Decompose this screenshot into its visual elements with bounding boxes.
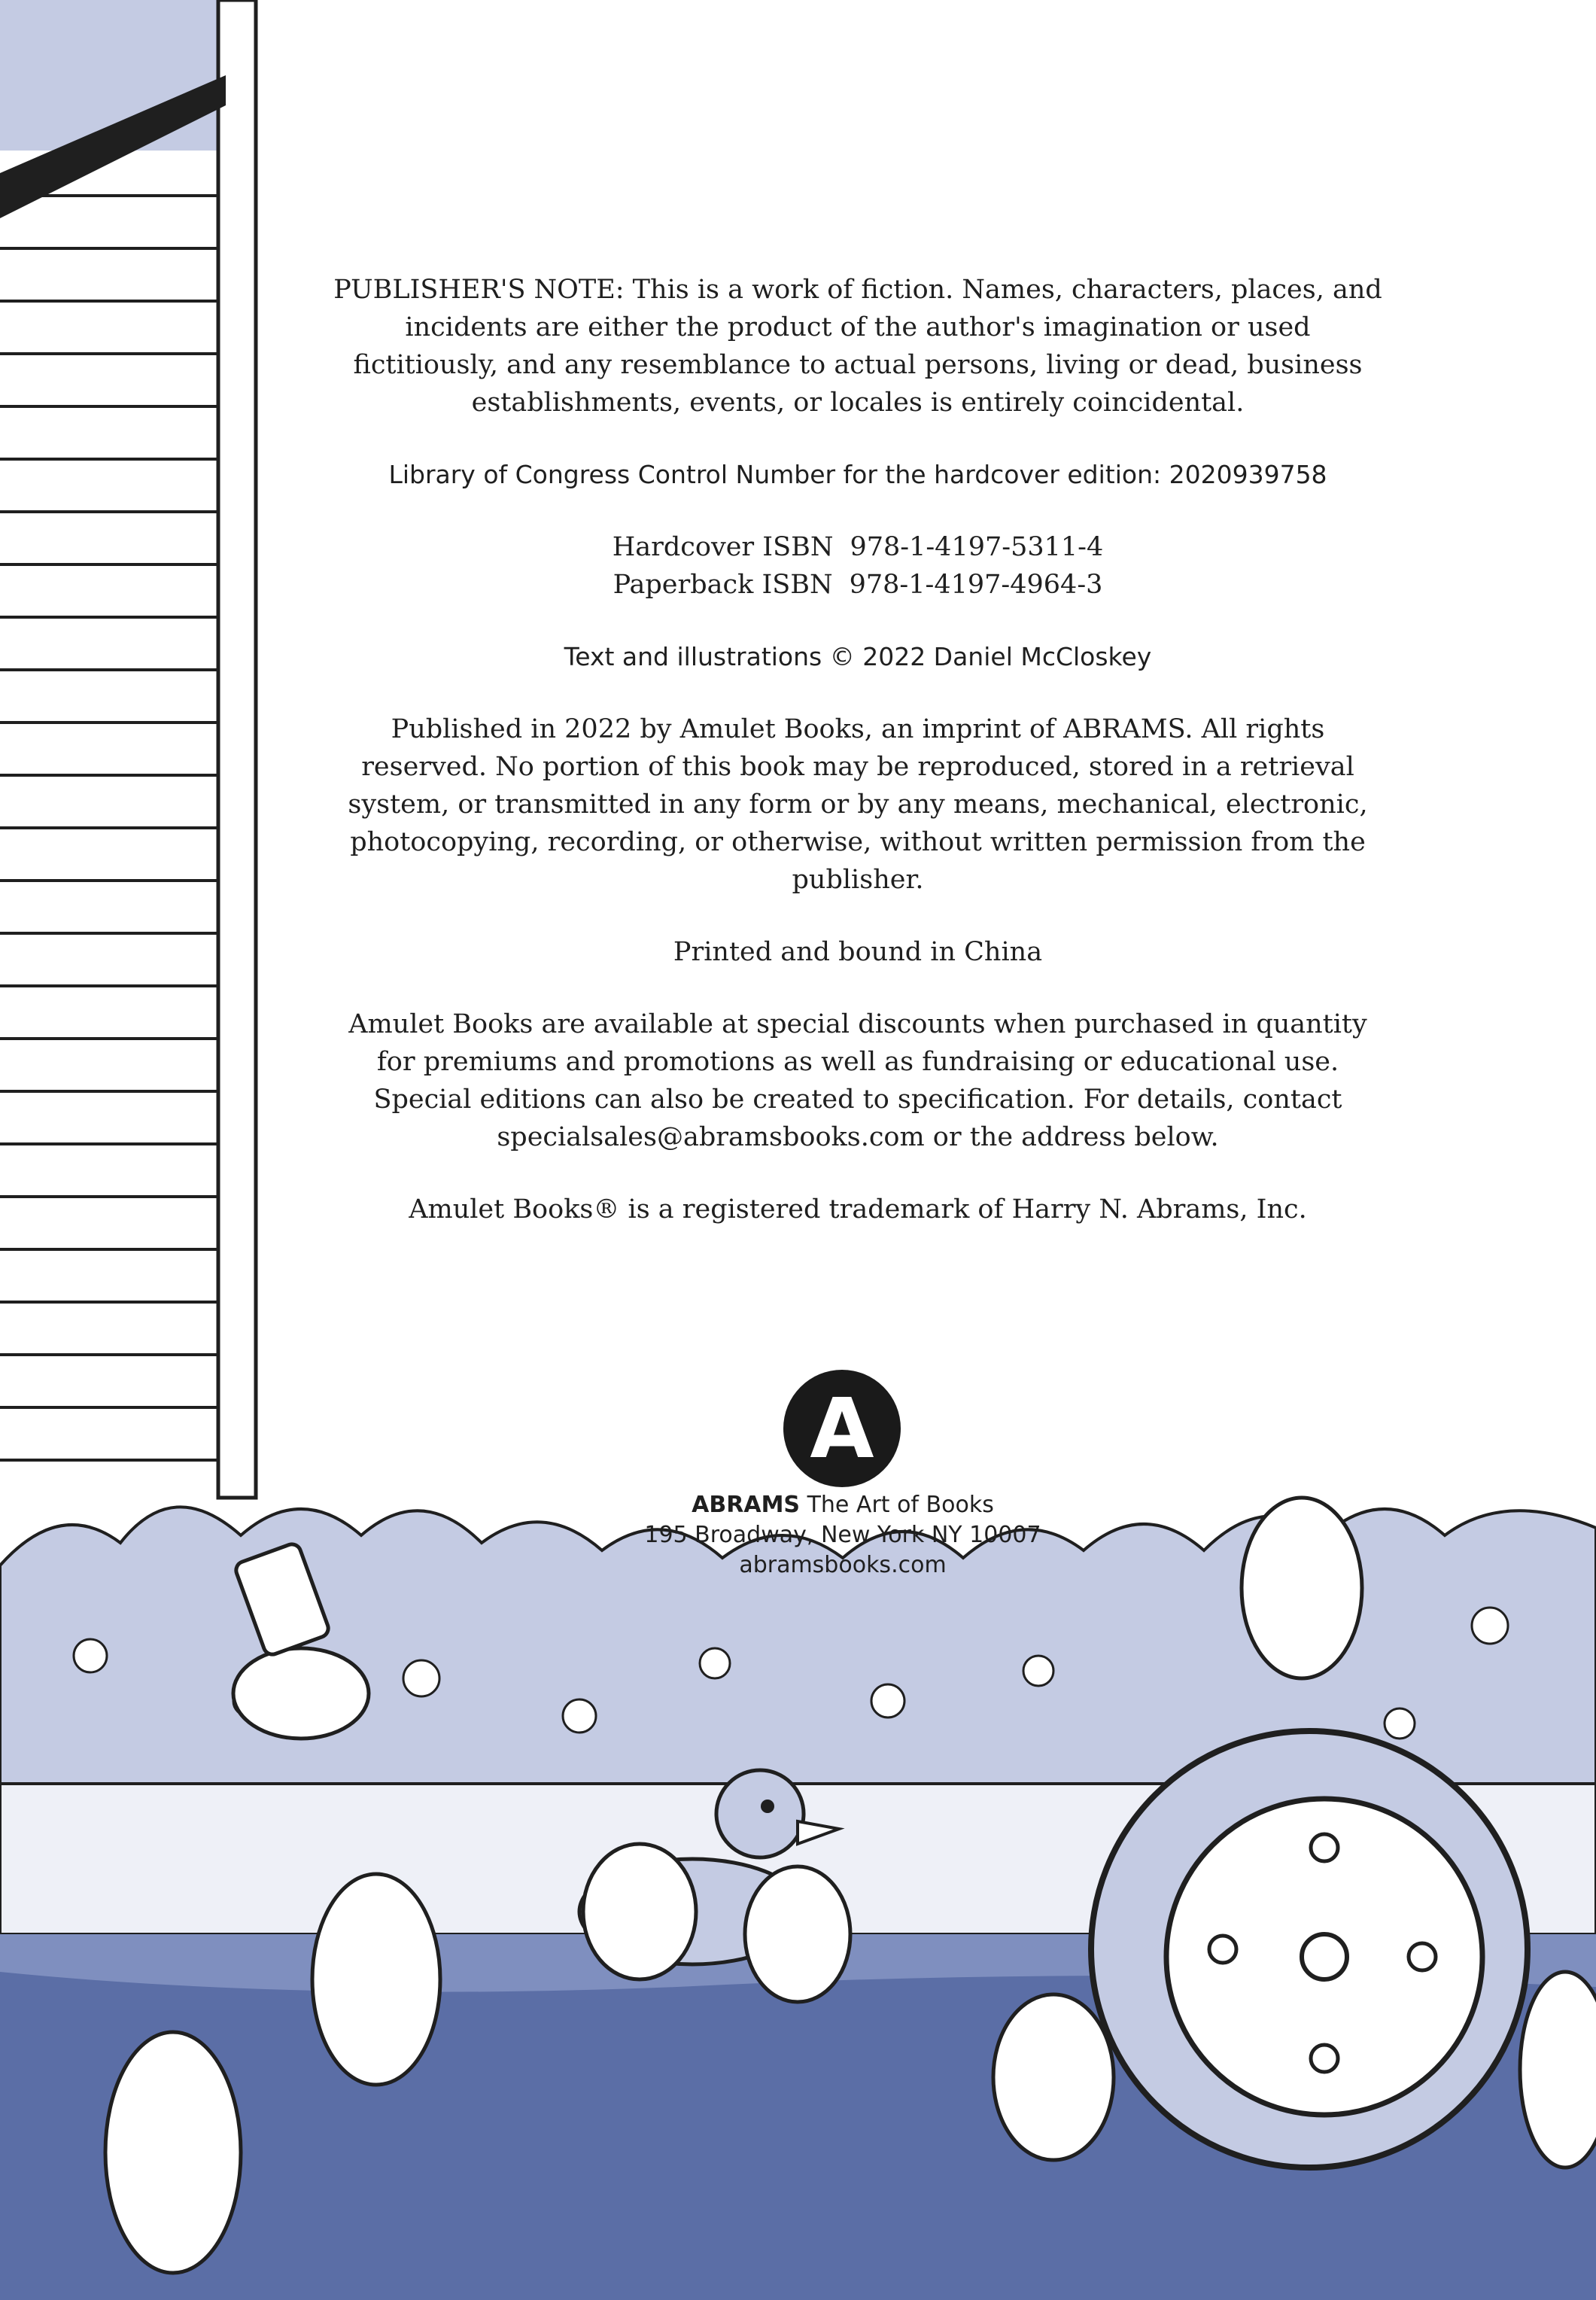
isbn-block (331, 528, 1385, 604)
hardcover-isbn-label: Hardcover ISBN (612, 532, 834, 562)
trademark-line: Amulet Books® is a registered trademark of Harry N. Abrams, Inc. (409, 1194, 1307, 1225)
isbn-paperback-row (331, 566, 1385, 604)
publisher-tagline: The Art of Books (807, 1492, 994, 1518)
abrams-logo (783, 1370, 901, 1487)
publisher-name: ABRAMS (692, 1492, 801, 1518)
isbn-hardcover-row (331, 528, 1385, 566)
lccn-line: Library of Congress Control Number for the hardcover edition: 2020939758 (388, 460, 1327, 489)
house-siding (0, 0, 256, 1498)
paperback-isbn-value: 978-1-4197-4964-3 (849, 570, 1103, 600)
publisher-address-block (587, 1490, 1099, 1580)
copyright-line: Text and illustrations © 2022 Daniel McCloskey (564, 642, 1152, 671)
publisher-address: 195 Broadway, New York NY 10007 (644, 1522, 1041, 1548)
printed-line: Printed and bound in China (673, 937, 1043, 967)
publisher-website[interactable]: abramsbooks.com (739, 1552, 947, 1578)
publishers-note: PUBLISHER'S NOTE: This is a work of fiction. Names, characters, places, and incidents are either the product of the author's imagination or used fictitiously, and any resemblance to actual persons, living or dead, business establishments, events, or locales is entirely coincidental. (333, 275, 1382, 418)
wheel (1091, 1731, 1528, 2168)
special-sales-paragraph: Amulet Books are available at special discounts when purchased in quantity for premiums and promotions as well as fundraising or educational use. Special editions can also be created to specification. For details, contact specialsales@abramsbooks.com or the address below. (348, 1009, 1367, 1152)
copyright-text-block (331, 271, 1385, 1263)
hardcover-isbn-value: 978-1-4197-5311-4 (850, 532, 1104, 562)
logo-letter: A (810, 1380, 874, 1477)
paperback-isbn-label: Paperback ISBN (613, 570, 833, 600)
publisher-name-line (587, 1490, 1099, 1520)
rights-paragraph: Published in 2022 by Amulet Books, an imprint of ABRAMS. All rights reserved. No portion of this book may be reproduced, stored in a retrieval system, or transmitted in any form or by any means, mechanical, electronic, photocopying, recording, or otherwise, without written permission from the publisher. (348, 714, 1368, 895)
